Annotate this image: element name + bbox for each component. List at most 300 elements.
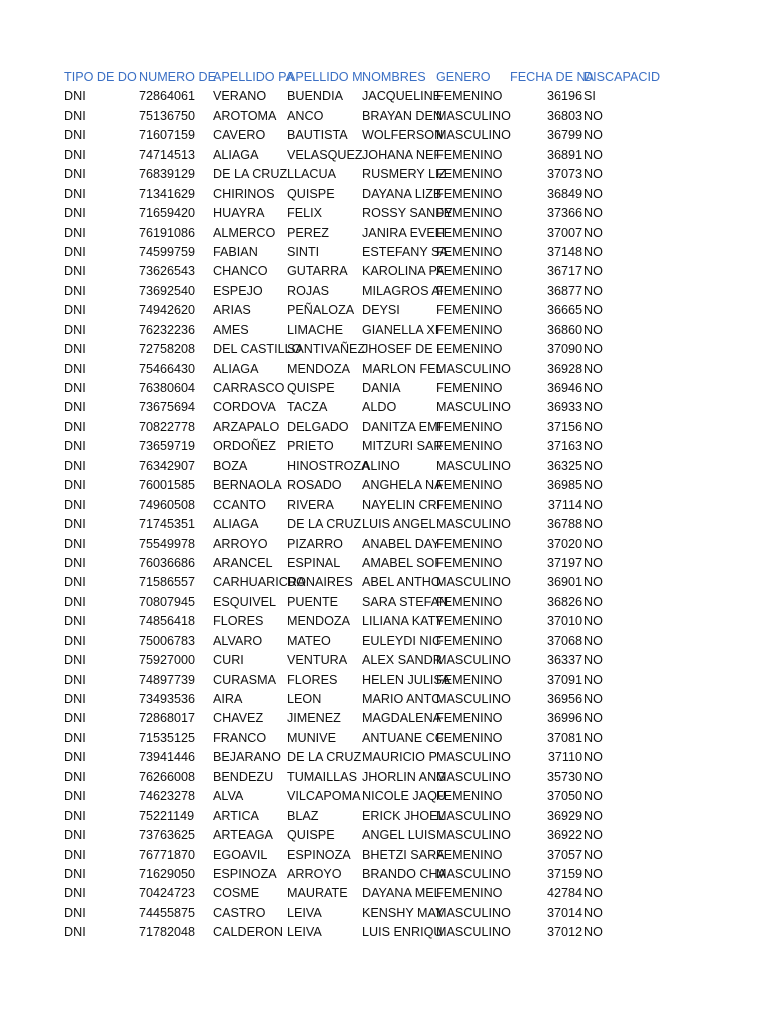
cell-apellido-materno[interactable]: ESPINOZA <box>287 847 351 862</box>
cell-fecha-nacimiento[interactable]: 37014 <box>546 905 582 920</box>
cell-apellido-materno[interactable]: HINOSTROZA <box>287 458 370 473</box>
cell-apellido-paterno[interactable]: ARIAS <box>213 303 251 318</box>
cell-apellido-materno[interactable]: ARROYO <box>287 866 342 881</box>
cell-numero-documento[interactable]: 75221149 <box>139 808 195 823</box>
cell-discapacidad[interactable]: NO <box>584 555 603 570</box>
cell-apellido-materno[interactable]: LEIVA <box>287 905 322 920</box>
cell-tipo-documento[interactable]: DNI <box>64 108 86 123</box>
cell-numero-documento[interactable]: 71659420 <box>139 206 196 221</box>
cell-apellido-materno[interactable]: LIMACHE <box>287 322 343 337</box>
cell-apellido-paterno[interactable]: ARTICA <box>213 808 259 823</box>
cell-nombres[interactable]: MILAGROS AI <box>362 283 444 298</box>
cell-tipo-documento[interactable]: DNI <box>64 769 86 784</box>
cell-numero-documento[interactable]: 72864061 <box>139 89 196 104</box>
cell-discapacidad[interactable]: NO <box>584 653 603 668</box>
cell-apellido-materno[interactable]: ROSADO <box>287 478 342 493</box>
header-genero[interactable]: GENERO <box>436 70 491 84</box>
cell-nombres[interactable]: BRANDO CHA <box>362 866 446 881</box>
cell-fecha-nacimiento[interactable]: 37081 <box>546 730 582 745</box>
cell-genero[interactable]: FEMENINO <box>436 303 503 318</box>
cell-tipo-documento[interactable]: DNI <box>64 555 86 570</box>
cell-apellido-materno[interactable]: LEIVA <box>287 925 322 940</box>
cell-nombres[interactable]: DANIA <box>362 381 401 395</box>
cell-discapacidad[interactable]: NO <box>584 808 603 823</box>
cell-apellido-materno[interactable]: PRIETO <box>287 439 334 454</box>
cell-fecha-nacimiento[interactable]: 37114 <box>547 497 582 512</box>
cell-discapacidad[interactable]: NO <box>584 789 603 804</box>
cell-genero[interactable]: FEMENINO <box>436 711 503 726</box>
cell-fecha-nacimiento[interactable]: 36928 <box>546 361 582 376</box>
cell-genero[interactable]: FEMENINO <box>436 244 503 259</box>
cell-genero[interactable]: FEMENINO <box>436 283 503 298</box>
cell-nombres[interactable]: MITZURI SAR <box>362 439 443 454</box>
cell-fecha-nacimiento[interactable]: 37020 <box>546 536 582 551</box>
cell-numero-documento[interactable]: 72868017 <box>139 711 196 726</box>
cell-apellido-materno[interactable]: ANCO <box>287 108 324 123</box>
cell-fecha-nacimiento[interactable]: 36860 <box>546 322 582 337</box>
cell-genero[interactable]: MASCULINO <box>436 769 511 784</box>
cell-apellido-paterno[interactable]: ARROYO <box>213 536 268 551</box>
cell-tipo-documento[interactable]: DNI <box>64 847 86 862</box>
cell-discapacidad[interactable]: NO <box>584 730 603 745</box>
cell-tipo-documento[interactable]: DNI <box>64 653 86 668</box>
cell-genero[interactable]: MASCULINO <box>436 517 511 532</box>
cell-tipo-documento[interactable]: DNI <box>64 672 86 687</box>
cell-fecha-nacimiento[interactable]: 36956 <box>546 692 582 706</box>
cell-nombres[interactable]: ABEL ANTHO <box>362 575 441 590</box>
cell-nombres[interactable]: BHETZI SARA <box>362 847 445 862</box>
cell-nombres[interactable]: ANTUANE CC <box>362 730 444 745</box>
cell-fecha-nacimiento[interactable]: 37197 <box>546 555 582 570</box>
cell-genero[interactable]: MASCULINO <box>436 692 511 706</box>
cell-apellido-materno[interactable]: MATEO <box>287 633 331 648</box>
cell-apellido-paterno[interactable]: ORDOÑEZ <box>213 439 276 454</box>
cell-apellido-materno[interactable]: TACZA <box>287 400 328 415</box>
cell-nombres[interactable]: DEYSI <box>362 303 400 318</box>
cell-fecha-nacimiento[interactable]: 36803 <box>546 108 582 123</box>
cell-apellido-materno[interactable]: PEÑALOZA <box>287 303 355 318</box>
cell-nombres[interactable]: KAROLINA PA <box>362 264 445 279</box>
cell-apellido-paterno[interactable]: ARTEAGA <box>213 828 273 843</box>
cell-tipo-documento[interactable]: DNI <box>64 186 86 201</box>
cell-fecha-nacimiento[interactable]: 37156 <box>546 419 582 434</box>
cell-apellido-paterno[interactable]: COSME <box>213 886 260 901</box>
cell-nombres[interactable]: ALEX SANDR <box>362 653 442 668</box>
cell-nombres[interactable]: JHORLIN ANG <box>362 769 446 784</box>
cell-apellido-paterno[interactable]: CHIRINOS <box>213 186 275 201</box>
cell-genero[interactable]: MASCULINO <box>436 750 511 765</box>
cell-apellido-materno[interactable]: SANTIVAÑEZ <box>287 342 366 357</box>
cell-tipo-documento[interactable]: DNI <box>64 167 86 182</box>
cell-apellido-paterno[interactable]: ALVA <box>213 789 244 804</box>
cell-genero[interactable]: MASCULINO <box>436 808 511 823</box>
cell-genero[interactable]: FEMENINO <box>436 439 503 454</box>
cell-discapacidad[interactable]: NO <box>584 439 603 454</box>
cell-nombres[interactable]: ANGEL LUIS <box>362 828 436 843</box>
cell-numero-documento[interactable]: 75136750 <box>139 108 196 123</box>
cell-fecha-nacimiento[interactable]: 36788 <box>546 517 582 532</box>
cell-apellido-paterno[interactable]: BEJARANO <box>213 750 281 765</box>
cell-fecha-nacimiento[interactable]: 36196 <box>546 89 582 104</box>
cell-apellido-materno[interactable]: VELASQUEZ <box>287 147 363 162</box>
cell-fecha-nacimiento[interactable]: 36849 <box>546 186 582 201</box>
cell-discapacidad[interactable]: NO <box>584 633 603 648</box>
cell-apellido-paterno[interactable]: AIRA <box>213 692 243 706</box>
cell-numero-documento[interactable]: 73659719 <box>139 439 196 454</box>
cell-tipo-documento[interactable]: DNI <box>64 905 86 920</box>
cell-fecha-nacimiento[interactable]: 37012 <box>546 925 582 940</box>
cell-discapacidad[interactable]: NO <box>584 283 603 298</box>
cell-genero[interactable]: FEMENINO <box>436 497 503 512</box>
cell-apellido-paterno[interactable]: CCANTO <box>213 497 266 512</box>
cell-tipo-documento[interactable]: DNI <box>64 478 86 493</box>
cell-genero[interactable]: FEMENINO <box>436 186 503 201</box>
cell-fecha-nacimiento[interactable]: 36922 <box>546 828 582 843</box>
cell-numero-documento[interactable]: 70424723 <box>139 886 196 901</box>
cell-fecha-nacimiento[interactable]: 37010 <box>546 614 582 629</box>
cell-apellido-paterno[interactable]: ESPEJO <box>213 283 263 298</box>
cell-apellido-materno[interactable]: QUISPE <box>287 828 335 843</box>
cell-discapacidad[interactable]: NO <box>584 672 603 687</box>
cell-nombres[interactable]: JANIRA EVELI <box>362 225 446 240</box>
cell-fecha-nacimiento[interactable]: 36933 <box>546 400 582 415</box>
cell-apellido-paterno[interactable]: CORDOVA <box>213 400 276 415</box>
cell-apellido-materno[interactable]: DE LA CRUZ <box>287 517 362 532</box>
cell-tipo-documento[interactable]: DNI <box>64 633 86 648</box>
cell-discapacidad[interactable]: NO <box>584 400 603 415</box>
cell-numero-documento[interactable]: 74714513 <box>139 147 196 162</box>
cell-numero-documento[interactable]: 76342907 <box>139 458 196 473</box>
cell-apellido-materno[interactable]: LEON <box>287 692 322 706</box>
cell-nombres[interactable]: ROSSY SANDY <box>362 206 453 221</box>
cell-tipo-documento[interactable]: DNI <box>64 283 86 298</box>
cell-genero[interactable]: MASCULINO <box>436 108 511 123</box>
cell-apellido-paterno[interactable]: CAVERO <box>213 128 266 143</box>
cell-apellido-paterno[interactable]: ALIAGA <box>213 361 259 376</box>
cell-tipo-documento[interactable]: DNI <box>64 147 86 162</box>
cell-discapacidad[interactable]: NO <box>584 167 603 182</box>
cell-apellido-paterno[interactable]: AROTOMA <box>213 108 277 123</box>
cell-tipo-documento[interactable]: DNI <box>64 381 86 395</box>
cell-discapacidad[interactable]: NO <box>584 206 603 221</box>
cell-apellido-materno[interactable]: FELIX <box>287 206 322 221</box>
cell-discapacidad[interactable]: NO <box>584 361 603 376</box>
cell-numero-documento[interactable]: 74960508 <box>139 497 196 512</box>
cell-discapacidad[interactable]: NO <box>584 711 603 726</box>
cell-discapacidad[interactable]: NO <box>584 750 603 765</box>
cell-numero-documento[interactable]: 71782048 <box>139 925 196 940</box>
cell-numero-documento[interactable]: 73763625 <box>139 828 196 843</box>
cell-numero-documento[interactable]: 75549978 <box>139 536 196 551</box>
cell-numero-documento[interactable]: 75927000 <box>139 653 196 668</box>
cell-apellido-materno[interactable]: PIZARRO <box>287 536 343 551</box>
cell-tipo-documento[interactable]: DNI <box>64 575 86 590</box>
cell-numero-documento[interactable]: 71607159 <box>139 128 196 143</box>
cell-tipo-documento[interactable]: DNI <box>64 692 86 706</box>
cell-fecha-nacimiento[interactable]: 36901 <box>546 575 582 590</box>
cell-numero-documento[interactable]: 76036686 <box>139 555 196 570</box>
cell-tipo-documento[interactable]: DNI <box>64 730 86 745</box>
cell-genero[interactable]: FEMENINO <box>436 633 503 648</box>
cell-numero-documento[interactable]: 70822778 <box>139 419 196 434</box>
cell-discapacidad[interactable]: NO <box>584 847 603 862</box>
cell-genero[interactable]: FEMENINO <box>436 89 503 104</box>
cell-nombres[interactable]: MAURICIO P <box>362 750 437 765</box>
cell-tipo-documento[interactable]: DNI <box>64 322 86 337</box>
cell-apellido-paterno[interactable]: ALIAGA <box>213 147 259 162</box>
cell-apellido-paterno[interactable]: VERANO <box>213 89 267 104</box>
cell-genero[interactable]: MASCULINO <box>436 905 511 920</box>
cell-genero[interactable]: FEMENINO <box>436 789 503 804</box>
cell-discapacidad[interactable]: NO <box>584 244 603 259</box>
cell-apellido-materno[interactable]: VENTURA <box>287 653 348 668</box>
cell-apellido-paterno[interactable]: CHANCO <box>213 264 268 279</box>
cell-tipo-documento[interactable]: DNI <box>64 789 86 804</box>
cell-numero-documento[interactable]: 74856418 <box>139 614 196 629</box>
cell-genero[interactable]: MASCULINO <box>436 866 511 881</box>
cell-genero[interactable]: FEMENINO <box>436 594 503 609</box>
cell-genero[interactable]: FEMENINO <box>436 147 503 162</box>
cell-nombres[interactable]: LUIS ANGEL <box>362 517 436 532</box>
cell-apellido-paterno[interactable]: FRANCO <box>213 730 267 745</box>
cell-genero[interactable]: FEMENINO <box>436 167 503 182</box>
cell-apellido-materno[interactable]: QUISPE <box>287 186 335 201</box>
cell-tipo-documento[interactable]: DNI <box>64 866 86 881</box>
cell-nombres[interactable]: ESTEFANY SA <box>362 244 448 259</box>
cell-tipo-documento[interactable]: DNI <box>64 497 86 512</box>
cell-discapacidad[interactable]: NO <box>584 322 603 337</box>
cell-tipo-documento[interactable]: DNI <box>64 828 86 843</box>
cell-apellido-paterno[interactable]: AMES <box>213 322 249 337</box>
cell-fecha-nacimiento[interactable]: 36665 <box>546 303 582 318</box>
cell-tipo-documento[interactable]: DNI <box>64 225 86 240</box>
cell-nombres[interactable]: MAGDALENA <box>362 711 442 726</box>
cell-apellido-paterno[interactable]: HUAYRA <box>213 206 265 221</box>
cell-numero-documento[interactable]: 74599759 <box>139 244 196 259</box>
cell-discapacidad[interactable]: NO <box>584 866 603 881</box>
cell-discapacidad[interactable]: NO <box>584 419 603 434</box>
cell-nombres[interactable]: KENSHY MAY <box>362 905 444 920</box>
cell-fecha-nacimiento[interactable]: 42784 <box>546 886 582 901</box>
cell-discapacidad[interactable]: NO <box>584 828 603 843</box>
cell-apellido-paterno[interactable]: DEL CASTILLO <box>213 342 302 357</box>
cell-genero[interactable]: MASCULINO <box>436 925 511 940</box>
header-apellido-paterno[interactable]: APELLIDO PA <box>213 70 294 84</box>
cell-tipo-documento[interactable]: DNI <box>64 342 86 357</box>
cell-tipo-documento[interactable]: DNI <box>64 517 86 532</box>
cell-discapacidad[interactable]: NO <box>584 497 603 512</box>
cell-fecha-nacimiento[interactable]: 35730 <box>546 769 582 784</box>
cell-numero-documento[interactable]: 76001585 <box>139 478 196 493</box>
cell-numero-documento[interactable]: 76191086 <box>139 225 196 240</box>
cell-nombres[interactable]: ALINO <box>362 458 400 473</box>
cell-tipo-documento[interactable]: DNI <box>64 89 86 104</box>
cell-discapacidad[interactable]: NO <box>584 108 603 123</box>
cell-apellido-materno[interactable]: VILCAPOMA <box>287 789 361 804</box>
cell-apellido-materno[interactable]: FLORES <box>287 672 338 687</box>
cell-genero[interactable]: FEMENINO <box>436 847 503 862</box>
cell-tipo-documento[interactable]: DNI <box>64 750 86 765</box>
cell-genero[interactable]: FEMENINO <box>436 886 503 901</box>
cell-genero[interactable]: FEMENINO <box>436 206 503 221</box>
cell-apellido-paterno[interactable]: FABIAN <box>213 244 258 259</box>
cell-tipo-documento[interactable]: DNI <box>64 711 86 726</box>
cell-apellido-materno[interactable]: BUENDIA <box>287 89 343 104</box>
cell-nombres[interactable]: HELEN JULISA <box>362 672 451 687</box>
cell-nombres[interactable]: JHOSEF DE L <box>362 342 444 357</box>
cell-genero[interactable]: FEMENINO <box>436 419 503 434</box>
cell-numero-documento[interactable]: 76839129 <box>139 167 196 182</box>
cell-discapacidad[interactable]: NO <box>584 264 603 279</box>
cell-apellido-paterno[interactable]: ALMERCO <box>213 225 276 240</box>
cell-discapacidad[interactable]: NO <box>584 536 603 551</box>
cell-numero-documento[interactable]: 74897739 <box>139 672 196 687</box>
cell-numero-documento[interactable]: 71535125 <box>139 730 196 745</box>
cell-fecha-nacimiento[interactable]: 36337 <box>546 653 582 668</box>
cell-apellido-paterno[interactable]: CURASMA <box>213 672 276 687</box>
cell-tipo-documento[interactable]: DNI <box>64 128 86 143</box>
cell-discapacidad[interactable]: NO <box>584 225 603 240</box>
cell-numero-documento[interactable]: 73941446 <box>139 750 196 765</box>
cell-tipo-documento[interactable]: DNI <box>64 594 86 609</box>
cell-discapacidad[interactable]: NO <box>584 692 603 706</box>
cell-fecha-nacimiento[interactable]: 36877 <box>546 283 582 298</box>
cell-genero[interactable]: FEMENINO <box>436 264 503 279</box>
cell-apellido-paterno[interactable]: BERNAOLA <box>213 478 282 493</box>
cell-apellido-materno[interactable]: MUNIVE <box>287 730 336 745</box>
cell-numero-documento[interactable]: 74942620 <box>139 303 196 318</box>
cell-apellido-materno[interactable]: ESPINAL <box>287 555 341 570</box>
cell-numero-documento[interactable]: 71586557 <box>139 575 196 590</box>
cell-discapacidad[interactable]: NO <box>584 886 603 901</box>
cell-tipo-documento[interactable]: DNI <box>64 925 86 940</box>
cell-tipo-documento[interactable]: DNI <box>64 886 86 901</box>
cell-nombres[interactable]: WOLFERSON <box>362 128 444 143</box>
cell-nombres[interactable]: MARLON FEL <box>362 361 443 376</box>
cell-discapacidad[interactable]: NO <box>584 594 603 609</box>
cell-apellido-materno[interactable]: MENDOZA <box>287 614 350 629</box>
cell-fecha-nacimiento[interactable]: 36985 <box>546 478 582 493</box>
cell-tipo-documento[interactable]: DNI <box>64 206 86 221</box>
cell-tipo-documento[interactable]: DNI <box>64 264 86 279</box>
cell-apellido-materno[interactable]: LLACUA <box>287 167 336 182</box>
cell-apellido-paterno[interactable]: EGOAVIL <box>213 847 268 862</box>
cell-nombres[interactable]: NICOLE JAQU <box>362 789 446 804</box>
cell-nombres[interactable]: AMABEL SOF <box>362 555 443 570</box>
cell-nombres[interactable]: MARIO ANTC <box>362 692 441 706</box>
cell-genero[interactable]: MASCULINO <box>436 653 511 668</box>
cell-apellido-paterno[interactable]: CURI <box>213 653 244 668</box>
cell-nombres[interactable]: ALDO <box>362 400 397 415</box>
cell-fecha-nacimiento[interactable]: 36996 <box>546 711 582 726</box>
cell-numero-documento[interactable]: 74455875 <box>139 905 196 920</box>
cell-apellido-materno[interactable]: PUENTE <box>287 594 339 609</box>
cell-numero-documento[interactable]: 73692540 <box>139 283 196 298</box>
header-apellido-materno[interactable]: APELLIDO M <box>287 70 363 84</box>
cell-genero[interactable]: FEMENINO <box>436 225 503 240</box>
cell-fecha-nacimiento[interactable]: 37159 <box>546 866 582 881</box>
header-nombres[interactable]: NOMBRES <box>362 70 426 84</box>
cell-nombres[interactable]: SARA STEFAN <box>362 594 449 609</box>
cell-tipo-documento[interactable]: DNI <box>64 458 86 473</box>
cell-discapacidad[interactable]: NO <box>584 614 603 629</box>
cell-discapacidad[interactable]: NO <box>584 905 603 920</box>
cell-nombres[interactable]: RUSMERY LIZ <box>362 167 447 182</box>
cell-apellido-paterno[interactable]: CARRASCO <box>213 381 285 395</box>
cell-fecha-nacimiento[interactable]: 36946 <box>546 381 582 395</box>
cell-tipo-documento[interactable]: DNI <box>64 400 86 415</box>
cell-fecha-nacimiento[interactable]: 36826 <box>546 594 582 609</box>
cell-apellido-paterno[interactable]: FLORES <box>213 614 264 629</box>
cell-numero-documento[interactable]: 71745351 <box>139 517 196 532</box>
cell-genero[interactable]: MASCULINO <box>436 828 511 843</box>
cell-tipo-documento[interactable]: DNI <box>64 808 86 823</box>
cell-numero-documento[interactable]: 76232236 <box>139 322 196 337</box>
cell-discapacidad[interactable]: NO <box>584 458 603 473</box>
cell-fecha-nacimiento[interactable]: 36891 <box>546 147 582 162</box>
cell-nombres[interactable]: JOHANA NEF <box>362 147 442 162</box>
cell-tipo-documento[interactable]: DNI <box>64 303 86 318</box>
cell-apellido-materno[interactable]: MAURATE <box>287 886 348 901</box>
cell-nombres[interactable]: DANITZA EMI <box>362 419 442 434</box>
cell-apellido-materno[interactable]: RIVERA <box>287 497 334 512</box>
cell-nombres[interactable]: ERICK JHOEL <box>362 808 445 823</box>
header-discapacidad[interactable]: DISCAPACID <box>584 70 661 84</box>
cell-nombres[interactable]: EULEYDI NIC <box>362 633 442 648</box>
cell-nombres[interactable]: BRAYAN DEN <box>362 108 443 123</box>
cell-fecha-nacimiento[interactable]: 37068 <box>546 633 582 648</box>
cell-nombres[interactable]: LUIS ENRIQU <box>362 925 443 940</box>
cell-genero[interactable]: FEMENINO <box>436 672 503 687</box>
cell-apellido-materno[interactable]: BLAZ <box>287 808 319 823</box>
cell-apellido-paterno[interactable]: ARZAPALO <box>213 419 280 434</box>
cell-fecha-nacimiento[interactable]: 37090 <box>546 342 582 357</box>
cell-apellido-paterno[interactable]: DE LA CRUZ <box>213 167 288 182</box>
cell-fecha-nacimiento[interactable]: 37366 <box>546 206 582 221</box>
cell-genero[interactable]: MASCULINO <box>436 458 511 473</box>
cell-fecha-nacimiento[interactable]: 36717 <box>546 264 582 279</box>
cell-genero[interactable]: FEMENINO <box>436 555 503 570</box>
cell-fecha-nacimiento[interactable]: 37091 <box>546 672 582 687</box>
header-fecha-nacimiento[interactable]: FECHA DE NA <box>510 70 594 84</box>
cell-genero[interactable]: FEMENINO <box>436 536 503 551</box>
cell-discapacidad[interactable]: NO <box>584 147 603 162</box>
cell-discapacidad[interactable]: NO <box>584 517 603 532</box>
cell-apellido-materno[interactable]: DE LA CRUZ <box>287 750 362 765</box>
cell-numero-documento[interactable]: 76266008 <box>139 769 196 784</box>
cell-numero-documento[interactable]: 72758208 <box>139 342 196 357</box>
cell-genero[interactable]: FEMENINO <box>436 478 503 493</box>
cell-fecha-nacimiento[interactable]: 36799 <box>546 128 582 143</box>
cell-tipo-documento[interactable]: DNI <box>64 419 86 434</box>
cell-apellido-paterno[interactable]: ALVARO <box>213 633 263 648</box>
cell-apellido-materno[interactable]: QUISPE <box>287 381 335 395</box>
cell-apellido-materno[interactable]: DONAIRES <box>287 575 353 590</box>
cell-genero[interactable]: FEMENINO <box>436 342 503 357</box>
cell-genero[interactable]: FEMENINO <box>436 730 503 745</box>
cell-apellido-paterno[interactable]: CASTRO <box>213 905 266 920</box>
cell-discapacidad[interactable]: NO <box>584 478 603 493</box>
cell-fecha-nacimiento[interactable]: 37057 <box>546 847 582 862</box>
cell-apellido-paterno[interactable]: ESPINOZA <box>213 866 277 881</box>
cell-numero-documento[interactable]: 70807945 <box>139 594 196 609</box>
cell-apellido-paterno[interactable]: ESQUIVEL <box>213 594 276 609</box>
cell-apellido-paterno[interactable]: ARANCEL <box>213 555 273 570</box>
cell-nombres[interactable]: DAYANA LIZB <box>362 186 442 201</box>
cell-fecha-nacimiento[interactable]: 37110 <box>547 750 582 765</box>
cell-fecha-nacimiento[interactable]: 37050 <box>546 789 582 804</box>
cell-nombres[interactable]: ANABEL DAY <box>362 536 440 551</box>
